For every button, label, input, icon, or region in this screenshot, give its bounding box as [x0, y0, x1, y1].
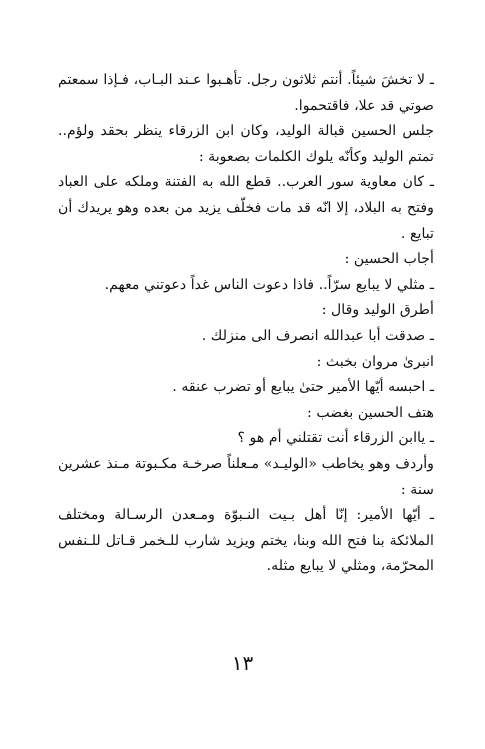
- paragraph-8: انبرىٰ مروان بخبث :: [316, 353, 434, 370]
- paragraph-2: جلس الحسين قبالة الوليد، وكان ابن الزرقاء ينظر بحقد ولؤم.. تمتم الوليد وكأنّه يلوك الكلمات بصعوبة :: [58, 123, 434, 165]
- paragraph-13: ـ أيّها الأمير: إنّا أهل بـيت النـبوّة ومـعدن الرسـالة ومختلف الملائكة بنا فتح الله وبنا، يختم ويزيد شارب للـخمر قـاتل للـنفس المحرّمة، ومثلي لا يبايع مثله.: [58, 507, 434, 575]
- paragraph-10: هتف الحسين بغضب :: [307, 404, 434, 421]
- paragraph-1: ـ لا تخشَ شيئاً. أنتم ثلاثون رجل. تأهـبوا عـند البـاب، فـإذا سمعتم صوتي قد علا، فاقتحموا.: [58, 72, 434, 114]
- paragraph-6: أطرق الوليد وقال :: [321, 302, 434, 319]
- paragraph-3: ـ كان معاوية سور العرب.. قطع الله به الفتنة وملكه على العباد وفتح به البلاد، إلا انّه قد مات فخلّف يزيد من بعده وهو يريدك أن تبايع .: [58, 174, 434, 242]
- page-body-text: [58, 68, 434, 580]
- paragraph-5: ـ مثلي لا يبايع سرّاً.. فاذا دعوت الناس غداً دعوتني معهم.: [104, 276, 434, 293]
- paragraph-11: ـ ياابن الزرقاء أنت تقتلني أم هو ؟: [237, 430, 434, 447]
- paragraph-4: أجاب الحسين :: [344, 251, 434, 268]
- paragraph-9: ـ احبسه أيّها الأمير حتىٰ يبايع أو تضرب عنقه .: [172, 379, 434, 396]
- page-number: ١٣: [231, 651, 254, 675]
- paragraph-7: ـ صدقت أبا عبدالله انصرف الى منزلك .: [201, 327, 434, 344]
- paragraph-12: وأردف وهو يخاطب «الوليـد» مـعلناً صرخـة مكـبوتة مـنذ عشرين سنة :: [58, 455, 434, 498]
